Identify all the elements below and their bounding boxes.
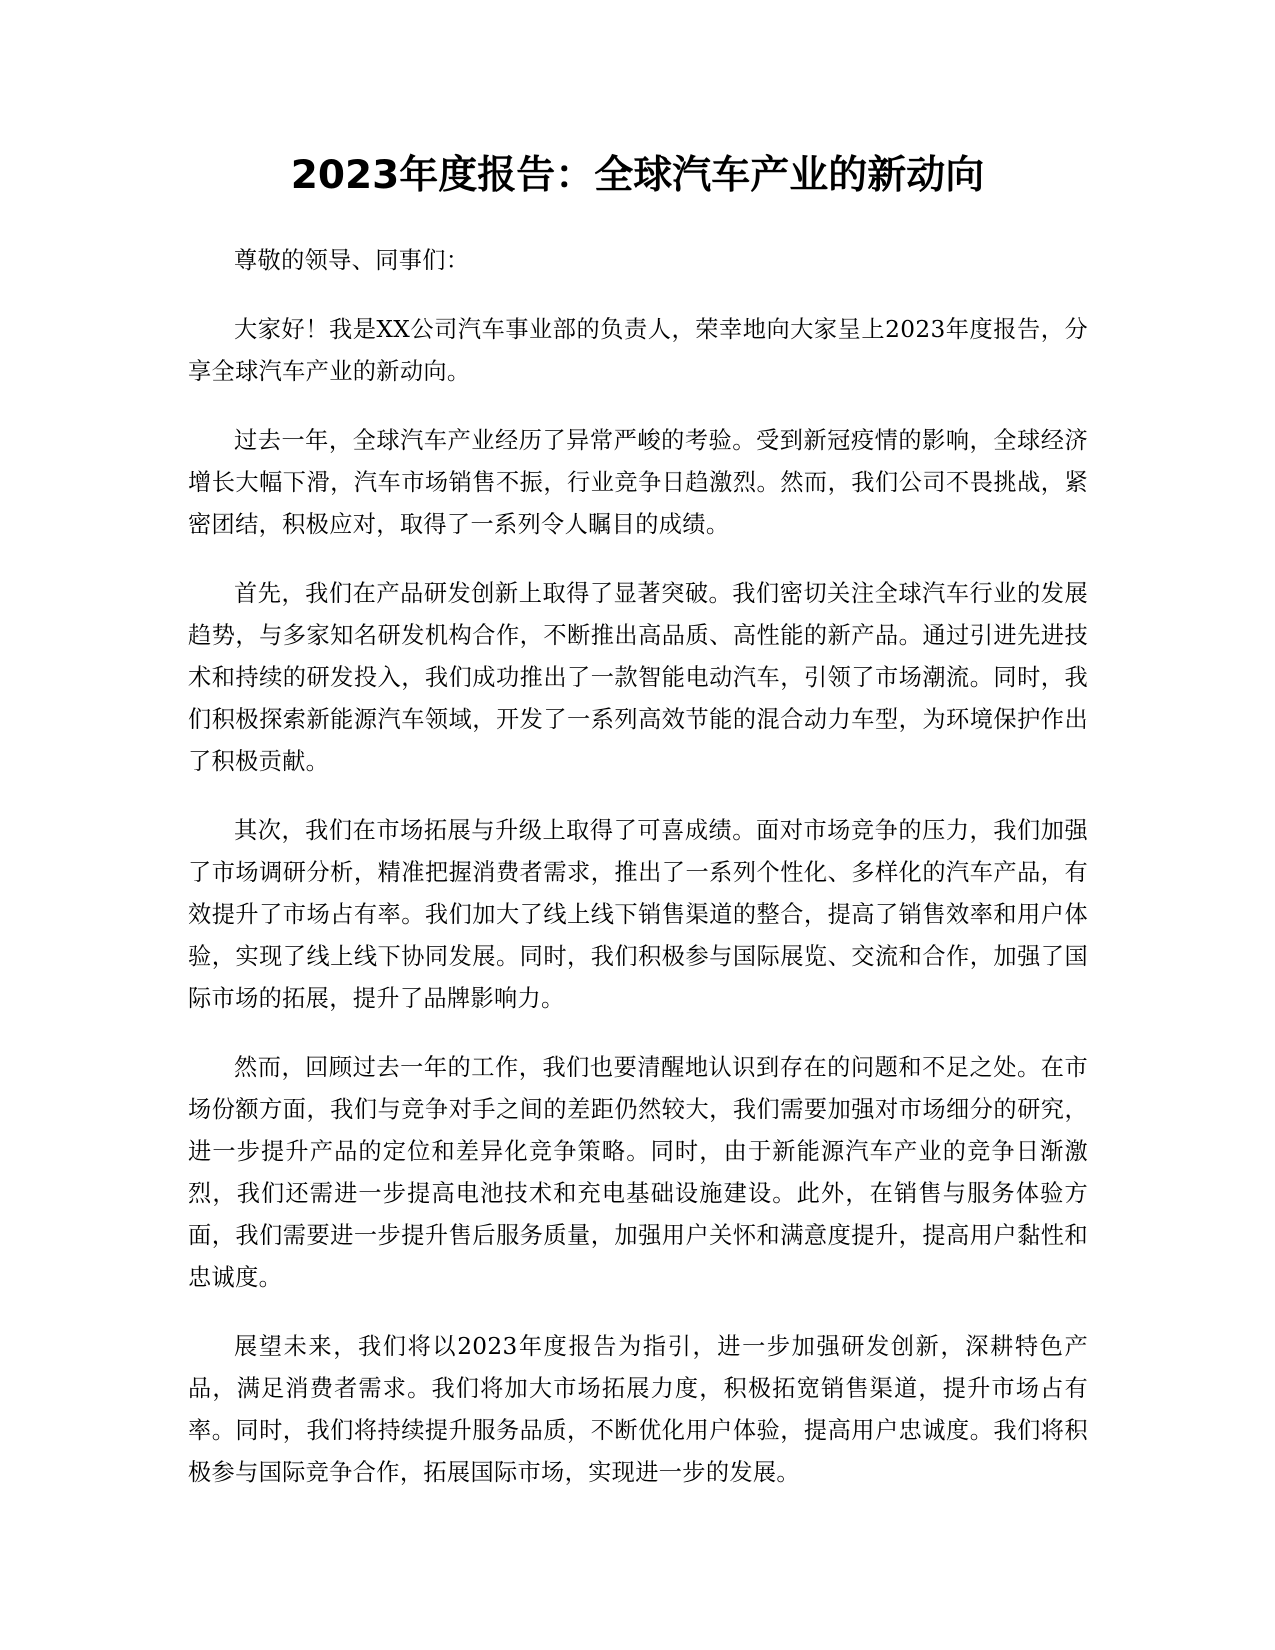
- paragraph-past-year: 过去一年，全球汽车产业经历了异常严峻的考验。受到新冠疫情的影响，全球经济增长大幅下滑，汽车市场销售不振，行业竞争日趋激烈。然而，我们公司不畏挑战，紧密团结，积极应对，取得了一系列令人瞩目的成绩。: [188, 427, 1088, 538]
- paragraph-product-innovation: 首先，我们在产品研发创新上取得了显著突破。我们密切关注全球汽车行业的发展趋势，与多家知名研发机构合作，不断推出高品质、高性能的新产品。通过引进先进技术和持续的研发投入，我们成功推出了一款智能电动汽车，引领了市场潮流。同时，我们积极探索新能源汽车领域，开发了一系列高效节能的混合动力车型，为环境保护作出了积极贡献。: [188, 580, 1088, 775]
- paragraph-market-expansion: 其次，我们在市场拓展与升级上取得了可喜成绩。面对市场竞争的压力，我们加强了市场调研分析，精准把握消费者需求，推出了一系列个性化、多样化的汽车产品，有效提升了市场占有率。我们加大了线上线下销售渠道的整合，提高了销售效率和用户体验，实现了线上线下协同发展。同时，我们积极参与国际展览、交流和合作，加强了国际市场的拓展，提升了品牌影响力。: [188, 817, 1088, 1012]
- paragraph-intro: 大家好！我是XX公司汽车事业部的负责人，荣幸地向大家呈上2023年度报告，分享全球汽车产业的新动向。: [188, 316, 1088, 385]
- document-body: [188, 240, 1088, 1521]
- paragraph-outlook: 展望未来，我们将以2023年度报告为指引，进一步加强研发创新，深耕特色产品，满足消费者需求。我们将加大市场拓展力度，积极拓宽销售渠道，提升市场占有率。同时，我们将持续提升服务品质，不断优化用户体验，提高用户忠诚度。我们将积极参与国际竞争合作，拓展国际市场，实现进一步的发展。: [188, 1333, 1088, 1486]
- salutation: 尊敬的领导、同事们：: [234, 247, 470, 274]
- paragraph-problems: 然而，回顾过去一年的工作，我们也要清醒地认识到存在的问题和不足之处。在市场份额方面，我们与竞争对手之间的差距仍然较大，我们需要加强对市场细分的研究，进一步提升产品的定位和差异化竞争策略。同时，由于新能源汽车产业的竞争日渐激烈，我们还需进一步提高电池技术和充电基础设施建设。此外，在销售与服务体验方面，我们需要进一步提升售后服务质量，加强用户关怀和满意度提升，提高用户黏性和忠诚度。: [188, 1054, 1088, 1291]
- document-title: 2023年度报告：全球汽车产业的新动向: [290, 153, 985, 198]
